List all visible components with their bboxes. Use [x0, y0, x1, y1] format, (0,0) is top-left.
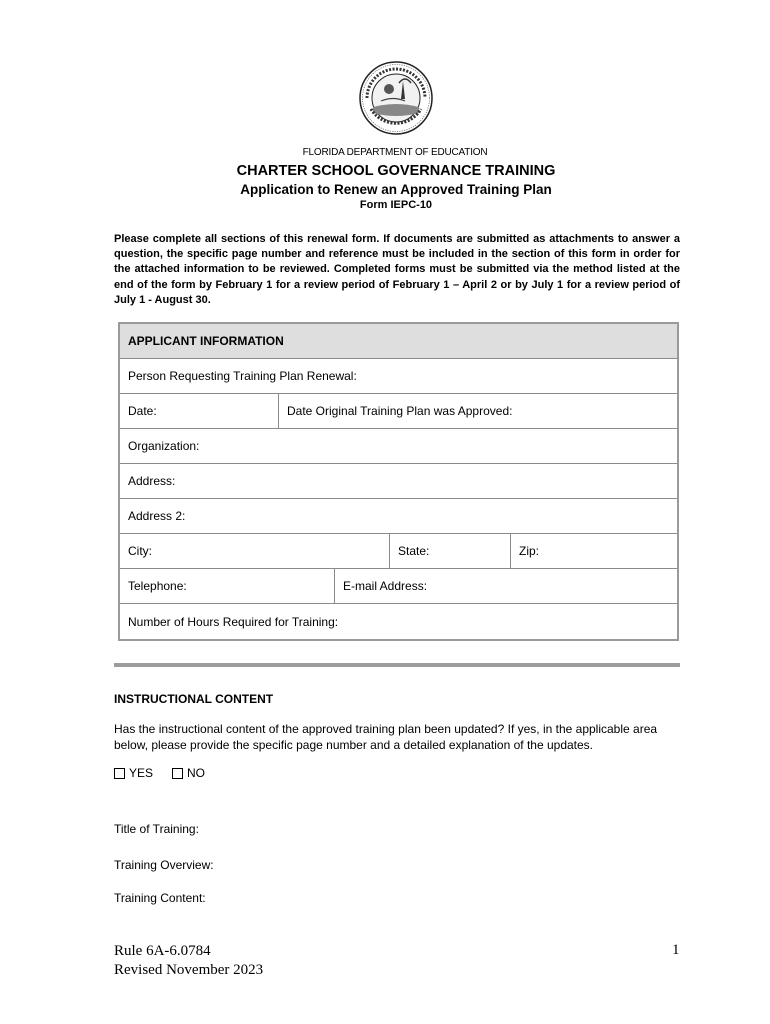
- no-checkbox-box[interactable]: [172, 768, 183, 779]
- telephone-row: [120, 569, 677, 604]
- state-field[interactable]: State:: [389, 534, 510, 568]
- instructions-paragraph: Please complete all sections of this renewal form. If documents are submitted as attachments to answer a question, the specific page number and reference must be included in the section of this form in order for the attached information to be reviewed. Completed forms must be submitted via the method listed at the end of the form by February 1 for a review period of February 1 – April 2 or by July 1 for a review period of July 1 - August 30.: [114, 233, 680, 306]
- no-label: NO: [187, 766, 206, 780]
- address2-field[interactable]: Address 2:: [128, 509, 186, 523]
- agency-name: FLORIDA DEPARTMENT OF EDUCATION: [302, 147, 488, 158]
- yes-checkbox[interactable]: [114, 766, 153, 780]
- page-number: 1: [672, 942, 680, 958]
- person-requesting-field[interactable]: Person Requesting Training Plan Renewal:: [128, 369, 357, 383]
- date-field[interactable]: Date:: [128, 404, 157, 418]
- instructional-content-heading: INSTRUCTIONAL CONTENT: [114, 692, 274, 706]
- zip-field[interactable]: Zip:: [510, 534, 677, 568]
- applicant-header-row: [120, 324, 677, 359]
- city-field[interactable]: City:: [128, 544, 152, 558]
- yes-label: YES: [129, 766, 154, 780]
- hours-row: [120, 604, 677, 639]
- organization-row: [120, 429, 677, 464]
- address2-row: [120, 499, 677, 534]
- florida-state-seal: [359, 61, 433, 135]
- applicant-heading: APPLICANT INFORMATION: [120, 324, 677, 358]
- rule-number: Rule 6A-6.0784: [114, 943, 211, 959]
- address-field[interactable]: Address:: [128, 474, 176, 488]
- telephone-field[interactable]: Telephone:: [128, 579, 187, 593]
- person-row: [120, 359, 677, 394]
- form-number: Form IEPC-10: [359, 199, 433, 211]
- organization-field[interactable]: Organization:: [128, 439, 200, 453]
- address-row: [120, 464, 677, 499]
- revised-date: Revised November 2023: [114, 962, 264, 978]
- yes-no-options: [114, 766, 224, 780]
- city-row: [120, 534, 677, 569]
- footer-rule-info: [114, 942, 263, 980]
- email-field[interactable]: E-mail Address:: [334, 569, 677, 603]
- no-checkbox[interactable]: [172, 766, 205, 780]
- applicant-information-table: [118, 322, 679, 641]
- yes-checkbox-box[interactable]: [114, 768, 125, 779]
- date-row: [120, 394, 677, 429]
- training-overview-field[interactable]: Training Overview:: [114, 858, 214, 872]
- form-title: CHARTER SCHOOL GOVERNANCE TRAINING: [236, 163, 556, 179]
- training-content-field[interactable]: Training Content:: [114, 891, 206, 905]
- title-of-training-field[interactable]: Title of Training:: [114, 822, 199, 836]
- hours-required-field[interactable]: Number of Hours Required for Training:: [128, 614, 339, 629]
- form-subtitle: Application to Renew an Approved Training Plan: [240, 182, 552, 197]
- date-original-approved-field[interactable]: Date Original Training Plan was Approved:: [278, 394, 677, 428]
- update-question: Has the instructional content of the approved training plan been updated? If yes, in the applicable area below, please provide the specific page number and a detailed explanation of the updates.: [114, 722, 658, 752]
- section-divider: [114, 663, 680, 667]
